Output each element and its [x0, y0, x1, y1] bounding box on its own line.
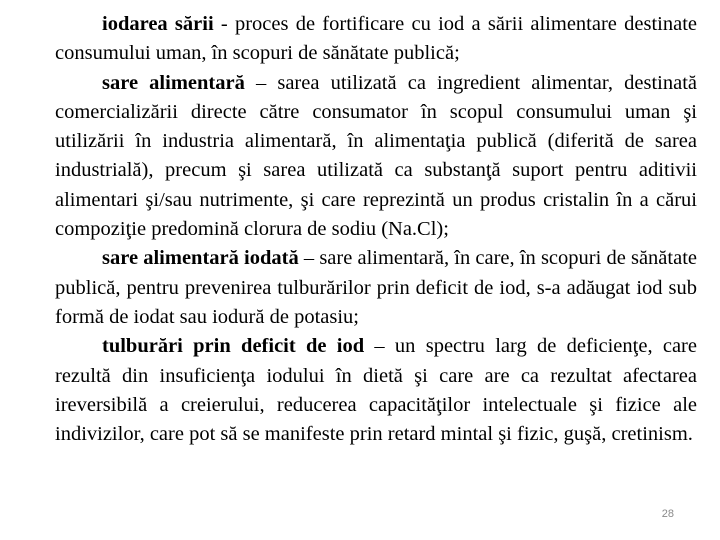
definition-text-sare-alimentara-iodata: – sare alimentară, în care, în scopuri de sănătate publică, pentru prevenirea tulburărilor prin deficit de iod, s-a adăugat iod sub formă de iodat sau iodură de potasiu; [55, 247, 697, 328]
definition-iodarea-sarii [55, 10, 697, 69]
definition-text-sare-alimentara: – sarea utilizată ca ingredient alimentar, destinată comercializării directe către consumator în scopul consumului uman şi utilizării în industria alimentară, în alimentaţia publică (diferită de sarea industrială), precum şi sarea utilizată ca substanţă suport pentru aditivii alimentari şi/sau nutrimente, şi care reprezintă un produs cristalin în a cărui compoziţie predomină clorura de sodiu (Na.Cl); [55, 71, 697, 241]
definition-text-tulburari-deficit-iod: – un spectru larg de deficienţe, care rezultă din insuficienţa iodului în dietă şi care are ca rezultat afectarea ireversibilă a creierului, reducerea capacităţilor intelectuale şi fizice ale indivizilor, care pot să se manifeste prin retard mintal şi fizic, guşă, cretinism. [55, 335, 697, 446]
definition-tulburari-deficit-iod [55, 332, 697, 449]
term-sare-alimentara: sare alimentară [102, 71, 245, 94]
definition-text-iodarea-sarii: - proces de fortificare cu iod a sării alimentare destinate consumului uman, în scopuri de sănătate publică; [55, 13, 697, 65]
definition-sare-alimentara-iodata [55, 244, 697, 332]
page-number: 28 [661, 508, 674, 520]
term-sare-alimentara-iodata: sare alimentară iodată [102, 247, 299, 270]
term-iodarea-sarii: iodarea sării [102, 13, 214, 35]
definitions-text [55, 10, 697, 449]
term-tulburari-deficit-iod: tulburări prin deficit de iod [102, 335, 365, 358]
definition-sare-alimentara [55, 69, 697, 245]
